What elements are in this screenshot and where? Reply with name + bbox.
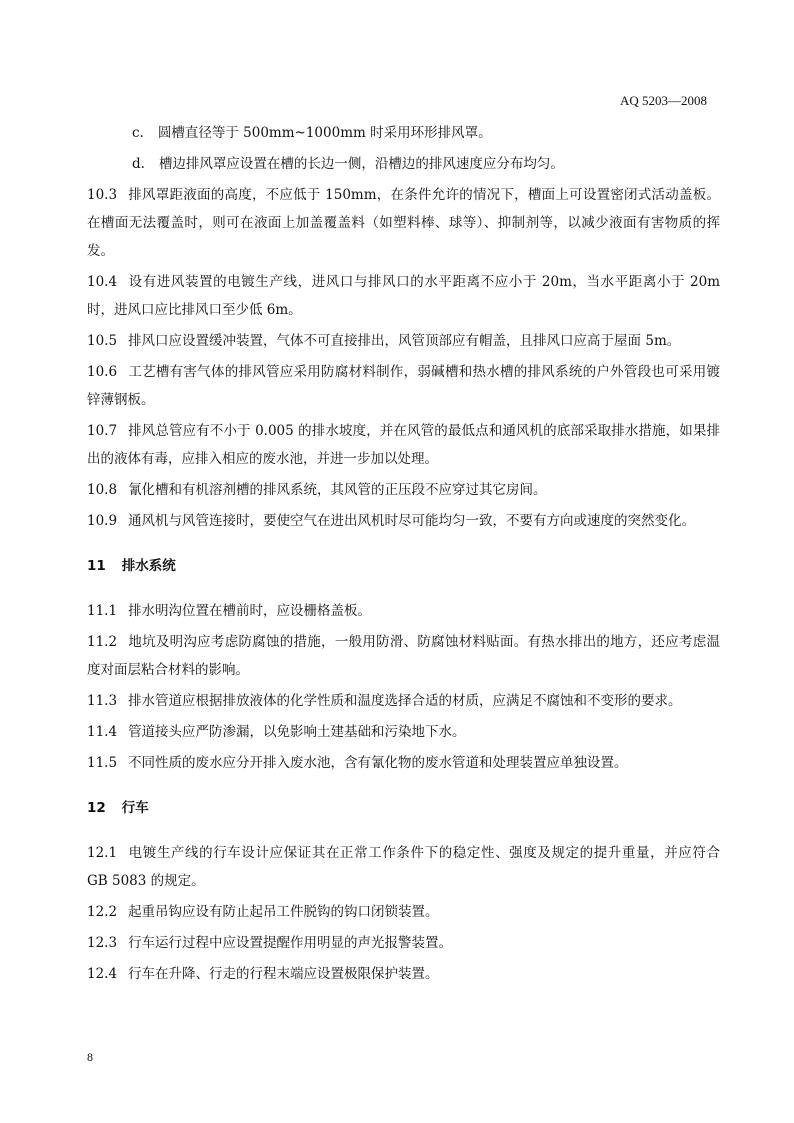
clause-text: 排水明沟位置在槽前时，应设栅格盖板。 <box>128 603 372 619</box>
clause-number: 12.1 <box>87 845 118 861</box>
clause-text: 工艺槽有害气体的排风管应采用防腐材料制作，弱碱槽和热水槽的排风系统的户外管段也可采用镀锌薄钢板。 <box>87 364 720 408</box>
clause-10-8 <box>87 476 720 504</box>
section-heading-11 <box>87 556 720 576</box>
page-number: 8 <box>87 1050 93 1064</box>
clause-10-3 <box>87 181 720 265</box>
clause-text: 管道接头应严防渗漏，以免影响土建基础和污染地下水。 <box>128 724 466 740</box>
clause-12-1 <box>87 839 720 895</box>
clause-number: 11.1 <box>87 603 118 619</box>
clause-number: 10.9 <box>87 513 118 529</box>
section-title: 行车 <box>121 800 149 816</box>
section-number: 12 <box>87 800 106 816</box>
clause-10-5 <box>87 327 720 355</box>
clause-11-4 <box>87 718 720 746</box>
clause-12-4 <box>87 960 720 988</box>
clause-text: 排水管道应根据排放液体的化学性质和温度选择合适的材质，应满足不腐蚀和不变形的要求。 <box>128 693 682 709</box>
clause-number: 12.3 <box>87 935 118 951</box>
clause-number: 11.3 <box>87 693 118 709</box>
list-item-d <box>87 150 720 178</box>
clause-10-9 <box>87 507 720 535</box>
section-title: 排水系统 <box>121 558 176 574</box>
clause-number: 10.8 <box>87 482 118 498</box>
clause-number: 10.3 <box>87 187 118 203</box>
document-body <box>87 119 720 991</box>
section-heading-12 <box>87 798 720 818</box>
item-label: c. <box>132 125 144 141</box>
clause-11-3 <box>87 687 720 715</box>
clause-text: 行车运行过程中应设置提醒作用明显的声光报警装置。 <box>128 935 453 951</box>
clause-number: 10.6 <box>87 364 118 380</box>
clause-text: 电镀生产线的行车设计应保证其在正常工作条件下的稳定性、强度及规定的提升重量，并应符合 GB 5083 的规定。 <box>87 845 720 889</box>
clause-number: 10.7 <box>87 423 118 439</box>
item-text: 槽边排风罩应设置在槽的长边一侧，沿槽边的排风速度应分布均匀。 <box>158 156 564 172</box>
clause-number: 12.2 <box>87 904 118 920</box>
clause-12-2 <box>87 898 720 926</box>
clause-10-7 <box>87 417 720 473</box>
clause-text: 排风罩距液面的高度，不应低于 150mm，在条件允许的情况下，槽面上可设置密闭式活动盖板。在槽面无法覆盖时，则可在液面上加盖覆盖料（如塑料棒、球等）、抑制剂等，以减少液面有害物质的挥发。 <box>87 187 720 259</box>
document-code: AQ 5203—2008 <box>619 93 707 108</box>
clause-number: 11.2 <box>87 634 118 650</box>
clause-number: 11.5 <box>87 755 118 771</box>
clause-text: 氰化槽和有机溶剂槽的排风系统，其风管的正压段不应穿过其它房间。 <box>128 482 547 498</box>
section-number: 11 <box>87 558 106 574</box>
clause-text: 起重吊钩应设有防止起吊工件脱钩的钩口闭锁装置。 <box>128 904 439 920</box>
clause-11-2 <box>87 628 720 684</box>
clause-11-1 <box>87 597 720 625</box>
clause-text: 排风口应设置缓冲装置，气体不可直接排出，风管顶部应有帽盖，且排风口应高于屋面 5m。 <box>128 333 681 349</box>
clause-text: 不同性质的废水应分开排入废水池，含有氰化物的废水管道和处理装置应单独设置。 <box>128 755 628 771</box>
clause-12-3 <box>87 929 720 957</box>
clause-11-5 <box>87 749 720 777</box>
list-item-c <box>87 119 720 147</box>
clause-text: 地坑及明沟应考虑防腐蚀的措施，一般用防滑、防腐蚀材料贴面。有热水排出的地方，还应考虑温度对面层粘合材料的影响。 <box>87 634 720 678</box>
clause-number: 10.4 <box>87 274 118 290</box>
clause-10-4 <box>87 268 720 324</box>
item-text: 圆槽直径等于 500mm~1000mm 时采用环形排风罩。 <box>157 125 492 141</box>
clause-number: 10.5 <box>87 333 118 349</box>
clause-number: 12.4 <box>87 966 118 982</box>
clause-text: 排风总管应有不小于 0.005 的排水坡度，并在风管的最低点和通风机的底部采取排水措施，如果排出的液体有毒，应排入相应的废水池，并进一步加以处理。 <box>87 423 720 467</box>
clause-text: 行车在升降、行走的行程末端应设置极限保护装置。 <box>128 966 439 982</box>
clause-10-6 <box>87 358 720 414</box>
clause-text: 设有进风装置的电镀生产线，进风口与排风口的水平距离不应小于 20m，当水平距离小于 20m 时，进风口应比排风口至少低 6m。 <box>87 274 720 318</box>
item-label: d. <box>132 156 145 172</box>
clause-text: 通风机与风管连接时，要使空气在进出风机时尽可能均匀一致，不要有方向或速度的突然变化。 <box>128 513 696 529</box>
clause-number: 11.4 <box>87 724 118 740</box>
